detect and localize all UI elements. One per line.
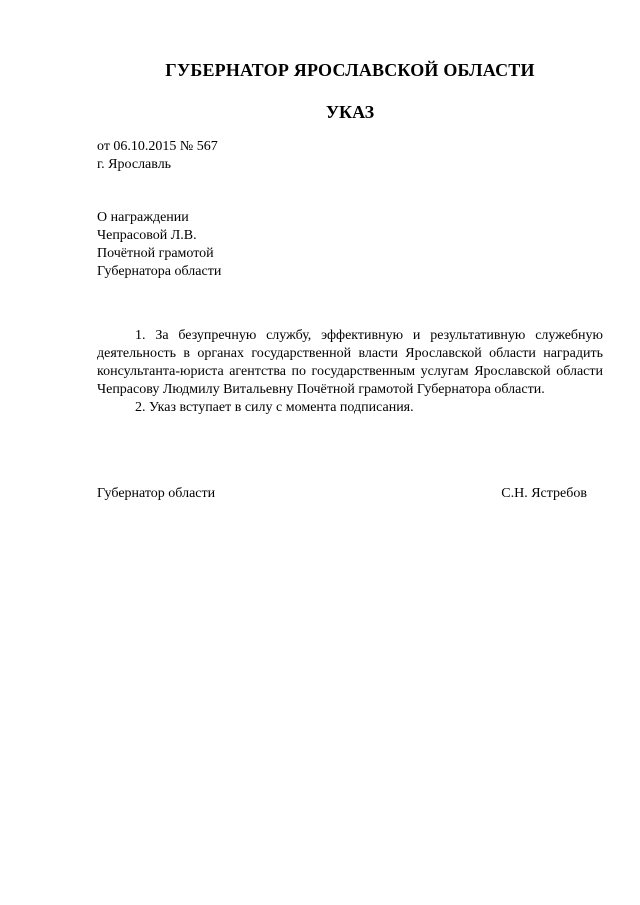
document-body	[97, 327, 603, 417]
subject-line: Чепрасовой Л.В.	[97, 228, 197, 243]
body-paragraph-2: 2. Указ вступает в силу с момента подписания.	[135, 400, 414, 415]
signatory-name: С.Н. Ястребов	[501, 486, 587, 501]
document-subject	[97, 209, 221, 281]
subject-line: Губернатора области	[97, 264, 222, 279]
subject-line: О награждении	[97, 210, 189, 225]
signatory-position: Губернатор области	[97, 486, 216, 501]
date-number-line: от 06.10.2015 № 567	[97, 139, 218, 154]
signature-block	[97, 485, 587, 503]
subject-line: Почётной грамотой	[97, 246, 214, 261]
body-paragraph-1: 1. За безупречную службу, эффективную и результативную служебную деятельность в органах государственной власти Ярославской области наградить консультанта-юриста агентства по государственным услугам Ярославской области Чепрасову Людмилу Витальевну Почётной грамотой Губернатора области.	[97, 328, 603, 397]
document-meta	[97, 138, 218, 174]
authority-title: ГУБЕРНАТОР ЯРОСЛАВСКОЙ ОБЛАСТИ	[165, 60, 535, 80]
city-line: г. Ярославль	[97, 157, 172, 172]
document-type-title: УКАЗ	[325, 102, 375, 122]
